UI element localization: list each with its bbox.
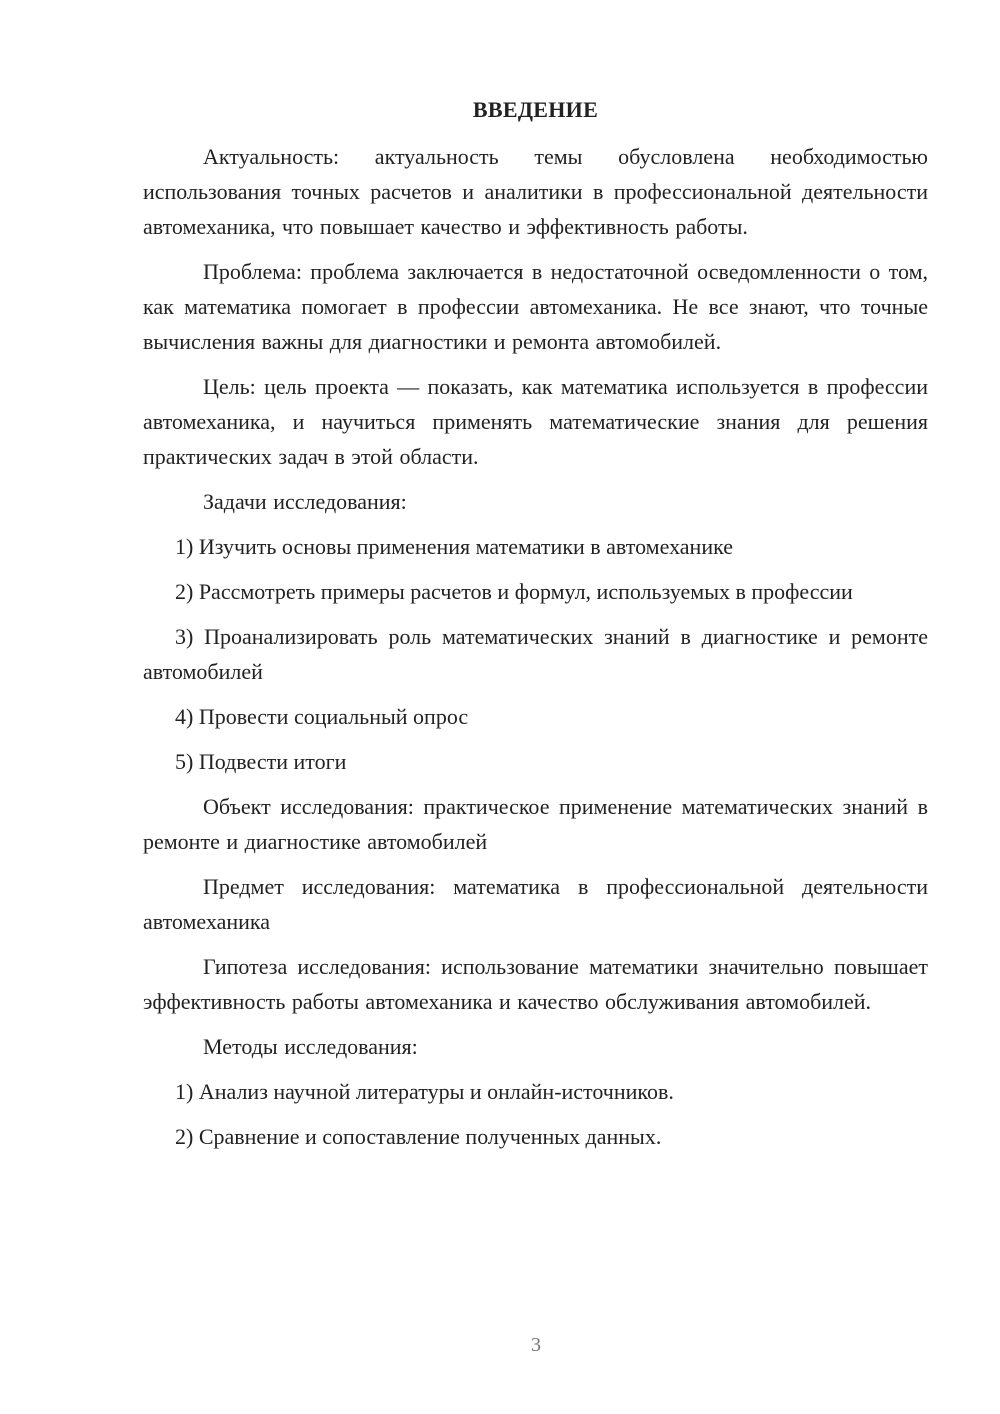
goal-paragraph: Цель: цель проекта — показать, как математика используется в профессии автомеханика, и научиться применять математические знания для решения практических задач в этой области. [143, 374, 928, 469]
method-item-2: 2) Сравнение и сопоставление полученных данных. [175, 1124, 662, 1149]
page-title: ВВЕДЕНИЕ [472, 97, 599, 122]
task-item-4: 4) Провести социальный опрос [175, 704, 469, 729]
document-page [143, 92, 928, 1164]
relevance-paragraph: Актуальность: актуальность темы обусловлена необходимостью использования точных расчетов и аналитики в профессиональной деятельности автомеханика, что повышает качество и эффективность работы. [143, 144, 928, 239]
tasks-heading: Задачи исследования: [203, 489, 407, 514]
hypothesis-paragraph: Гипотеза исследования: использование математики значительно повышает эффективность работы автомеханика и качество обслуживания автомобилей. [143, 954, 928, 1014]
task-item-1: 1) Изучить основы применения математики в автомеханике [175, 534, 734, 559]
methods-heading: Методы исследования: [203, 1034, 418, 1059]
task-item-2: 2) Рассмотреть примеры расчетов и формул, используемых в профессии [175, 579, 853, 604]
page-number: 3 [531, 1334, 541, 1356]
subject-paragraph: Предмет исследования: математика в профессиональной деятельности автомеханика [143, 874, 928, 934]
method-item-1: 1) Анализ научной литературы и онлайн-источников. [175, 1079, 674, 1104]
task-item-3: 3) Проанализировать роль математических знаний в диагностике и ремонте автомобилей [143, 624, 928, 684]
task-item-5: 5) Подвести итоги [175, 749, 347, 774]
object-paragraph: Объект исследования: практическое применение математических знаний в ремонте и диагностике автомобилей [143, 794, 928, 854]
problem-paragraph: Проблема: проблема заключается в недостаточной осведомленности о том, как математика помогает в профессии автомеханика. Не все знают, что точные вычисления важны для диагностики и ремонта автомобилей. [143, 259, 928, 354]
